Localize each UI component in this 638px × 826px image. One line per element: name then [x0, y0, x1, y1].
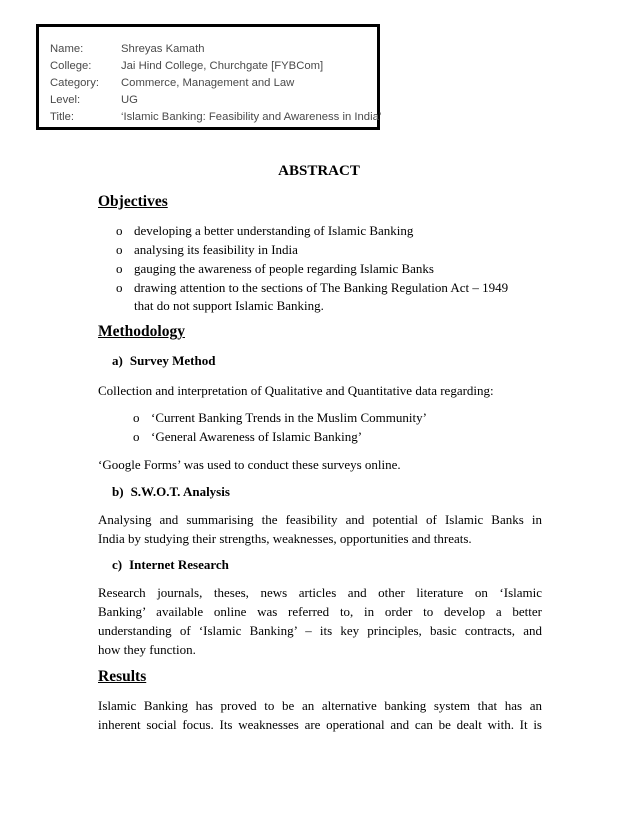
info-row-category	[50, 76, 294, 91]
objective-text: gauging the awareness of people regarding Islamic Banks	[134, 261, 434, 276]
category-value: Commerce, Management and Law	[121, 77, 295, 89]
subheading-title: Internet Research	[129, 557, 229, 572]
bullet-mark: o	[133, 410, 140, 425]
survey-item	[133, 428, 362, 445]
level-value: UG	[121, 94, 138, 106]
author-info-box	[36, 24, 380, 130]
objective-item	[116, 222, 413, 239]
info-row-college	[50, 59, 323, 74]
survey-intro: Collection and interpretation of Qualitative and Quantitative data regarding:	[98, 383, 494, 398]
objective-text: drawing attention to the sections of The Banking Regulation Act – 1949	[134, 280, 509, 295]
name-value: Shreyas Kamath	[121, 43, 205, 55]
survey-item-text: ‘Current Banking Trends in the Muslim Community’	[151, 410, 427, 425]
results-line: inherent social focus. Its weaknesses are operational and can be dealt with. It is	[98, 717, 542, 732]
results-line: Islamic Banking has proved to be an alternative banking system that has an	[98, 698, 542, 713]
info-row-name	[50, 42, 205, 57]
internet-line: understanding of ‘Islamic Banking’ – its key principles, basic contracts, and	[98, 623, 542, 638]
info-row-level	[50, 93, 138, 108]
college-label: College:	[50, 60, 92, 72]
swot-line: India by studying their strengths, weaknesses, opportunities and threats.	[98, 531, 472, 546]
methodology-heading: Methodology	[98, 323, 185, 340]
survey-method-subheading	[112, 352, 215, 369]
subheading-label: c)	[112, 557, 123, 572]
objective-item-continuation: that do not support Islamic Banking.	[134, 298, 324, 313]
bullet-mark: o	[116, 223, 123, 238]
level-label: Level:	[50, 94, 81, 106]
objective-text: analysing its feasibility in India	[134, 242, 298, 257]
bullet-mark: o	[116, 261, 123, 276]
internet-line: how they function.	[98, 642, 196, 657]
subheading-title: Survey Method	[129, 353, 216, 368]
objective-item	[116, 260, 434, 277]
bullet-mark: o	[116, 242, 123, 257]
objective-item	[116, 241, 298, 258]
internet-research-subheading	[112, 556, 229, 573]
subheading-label: b)	[112, 484, 124, 499]
college-value: Jai Hind College, Churchgate [FYBCom]	[121, 60, 324, 72]
objective-item	[116, 279, 508, 296]
title-value: ‘Islamic Banking: Feasibility and Awareness in India’	[121, 111, 382, 123]
title-label: Title:	[50, 111, 75, 123]
swot-subheading	[112, 483, 230, 500]
survey-item-text: ‘General Awareness of Islamic Banking’	[151, 429, 363, 444]
internet-line: Research journals, theses, news articles and other literature on ‘Islamic	[98, 585, 542, 600]
subheading-label: a)	[112, 353, 123, 368]
bullet-mark: o	[133, 429, 140, 444]
internet-line: Banking’ available online was referred to, in order to develop a better	[98, 604, 542, 619]
abstract-title: ABSTRACT	[278, 163, 360, 179]
survey-item	[133, 409, 427, 426]
objective-text: developing a better understanding of Islamic Banking	[134, 223, 414, 238]
objectives-heading: Objectives	[98, 193, 168, 210]
bullet-mark: o	[116, 280, 123, 295]
name-label: Name:	[50, 43, 84, 55]
info-row-title	[50, 110, 381, 125]
results-heading: Results	[98, 668, 147, 685]
subheading-title: S.W.O.T. Analysis	[130, 484, 230, 499]
survey-footer: ‘Google Forms’ was used to conduct these surveys online.	[98, 457, 401, 472]
category-label: Category:	[50, 77, 99, 89]
swot-line: Analysing and summarising the feasibility and potential of Islamic Banks in	[98, 512, 542, 527]
